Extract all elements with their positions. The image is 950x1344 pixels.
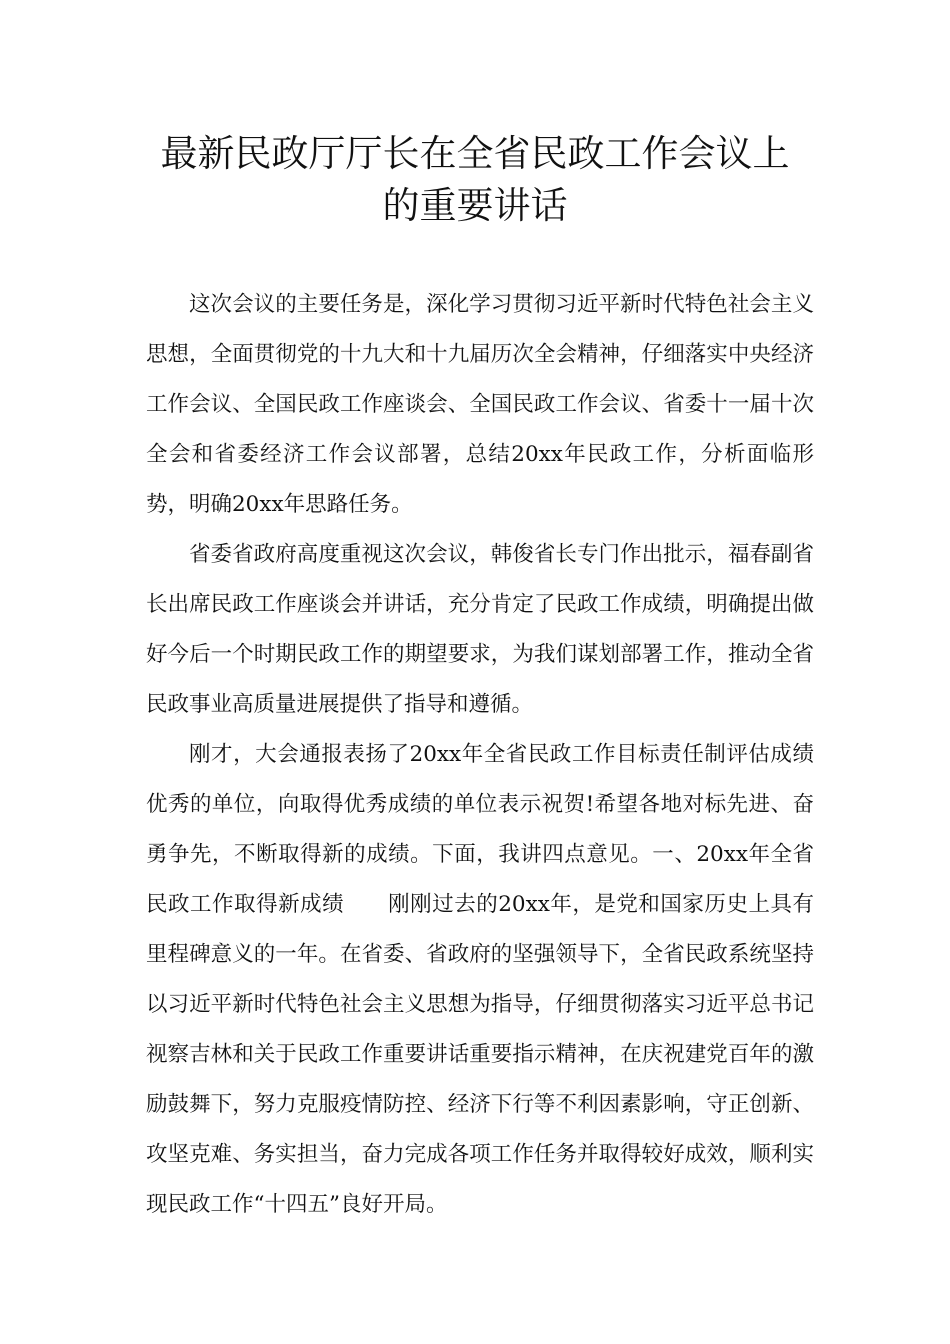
page-title: [100, 128, 850, 232]
paragraph-2: 省委省政府高度重视这次会议，韩俊省长专门作出批示，福春副省长出席民政工作座谈会并讲话，充分肯定了民政工作成绩，明确提出做好今后一个时期民政工作的期望要求，为我们谋划部署工作，推动全省民政事业高质量进展提供了指导和遵循。: [146, 542, 814, 717]
paragraph-1: 这次会议的主要任务是，深化学习贯彻习近平新时代特色社会主义思想，全面贯彻党的十九大和十九届历次全会精神，仔细落实中央经济工作会议、全国民政工作座谈会、全国民政工作会议、省委十一届十次全会和省委经济工作会议部署，总结20xx年民政工作，分析面临形势，明确20xx年思路任务。: [146, 292, 814, 517]
document-body: [146, 280, 814, 1230]
paragraph-3: 刚才，大会通报表扬了20xx年全省民政工作目标责任制评估成绩优秀的单位，向取得优秀成绩的单位表示祝贺!希望各地对标先进、奋勇争先，不断取得新的成绩。下面，我讲四点意见。一、20xx年全省民政工作取得新成绩 刚刚过去的20xx年，是党和国家历史上具有里程碑意义的一年。在省委、省政府的坚强领导下，全省民政系统坚持以习近平新时代特色社会主义思想为指导，仔细贯彻落实习近平总书记视察吉林和关于民政工作重要讲话重要指示精神，在庆祝建党百年的激励鼓舞下，努力克服疫情防控、经济下行等不利因素影响，守正创新、攻坚克难、务实担当，奋力完成各项工作任务并取得较好成效，顺利实现民政工作“十四五”良好开局。: [146, 742, 814, 1217]
title-line-2: 的重要讲话: [382, 184, 568, 227]
title-line-1: 最新民政厅厅长在全省民政工作会议上: [160, 132, 790, 175]
